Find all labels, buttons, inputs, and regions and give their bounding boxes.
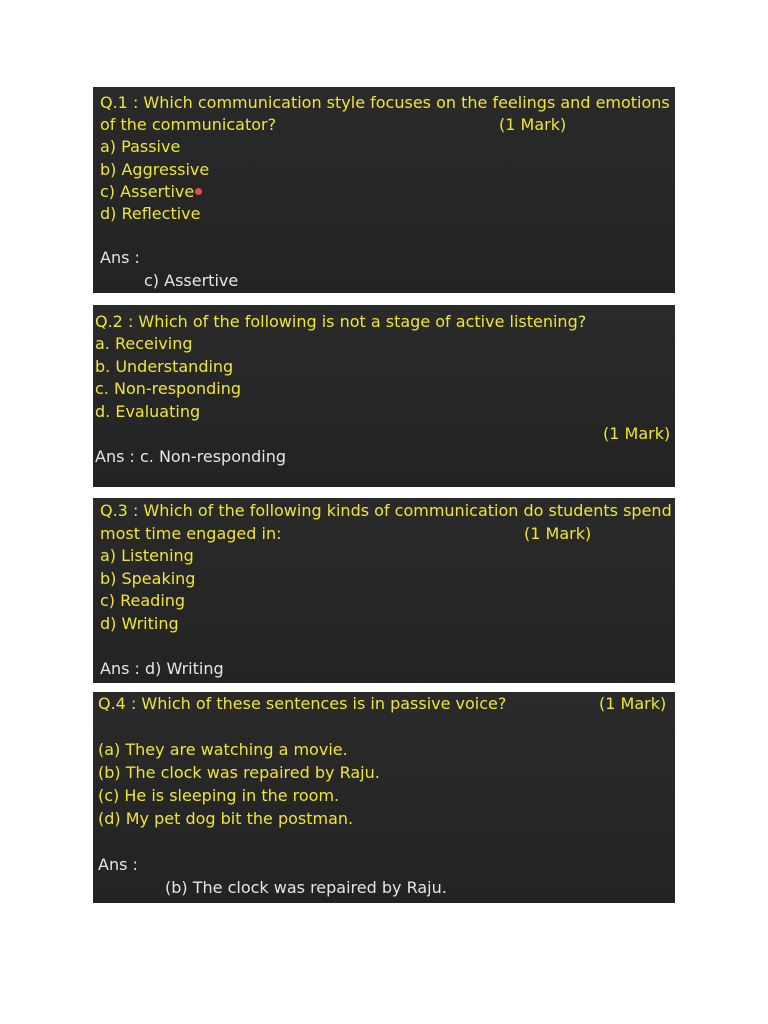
answer-text: c) Assertive (144, 271, 239, 290)
option-d: d) Writing (100, 614, 179, 633)
question-text-line-1: Q.3 : Which of the following kinds of communication do students spend (100, 501, 672, 520)
option-d: (d) My pet dog bit the postman. (98, 809, 354, 828)
option-c-row (100, 181, 202, 203)
option-c: c. Non-responding (95, 379, 242, 398)
marker-dot-icon (195, 188, 202, 195)
option-a: (a) They are watching a movie. (98, 740, 348, 759)
option-c: c) Reading (100, 591, 186, 610)
question-card-1 (93, 87, 675, 293)
option-c: c) Assertive (100, 182, 195, 201)
option-b: b. Understanding (95, 357, 234, 376)
option-d: d) Reflective (100, 204, 201, 223)
answer-text: Ans : d) Writing (100, 659, 224, 678)
question-text-line-2: of the communicator? (100, 115, 277, 134)
answer-label: Ans : (100, 248, 140, 267)
marks-label: (1 Mark) (524, 524, 592, 543)
option-a: a. Receiving (95, 334, 193, 353)
question-text: Q.4 : Which of these sentences is in passive voice? (98, 694, 507, 713)
answer-text: (b) The clock was repaired by Raju. (165, 878, 447, 897)
marks-label: (1 Mark) (603, 424, 671, 443)
option-c: (c) He is sleeping in the room. (98, 786, 340, 805)
option-b: b) Aggressive (100, 160, 210, 179)
option-b: (b) The clock was repaired by Raju. (98, 763, 380, 782)
marks-label: (1 Mark) (499, 115, 567, 134)
question-text-line-2: most time engaged in: (100, 524, 282, 543)
option-a: a) Listening (100, 546, 194, 565)
answer-text: Ans : c. Non-responding (95, 447, 287, 466)
question-card-3 (93, 498, 675, 683)
option-a: a) Passive (100, 137, 181, 156)
question-text-line-1: Q.1 : Which communication style focuses on the feelings and emotions (100, 93, 670, 112)
option-d: d. Evaluating (95, 402, 201, 421)
marks-label: (1 Mark) (599, 694, 667, 713)
answer-label: Ans : (98, 855, 138, 874)
question-text: Q.2 : Which of the following is not a stage of active listening? (95, 312, 587, 331)
question-card-2 (93, 305, 675, 487)
option-b: b) Speaking (100, 569, 196, 588)
question-card-4 (93, 692, 675, 903)
